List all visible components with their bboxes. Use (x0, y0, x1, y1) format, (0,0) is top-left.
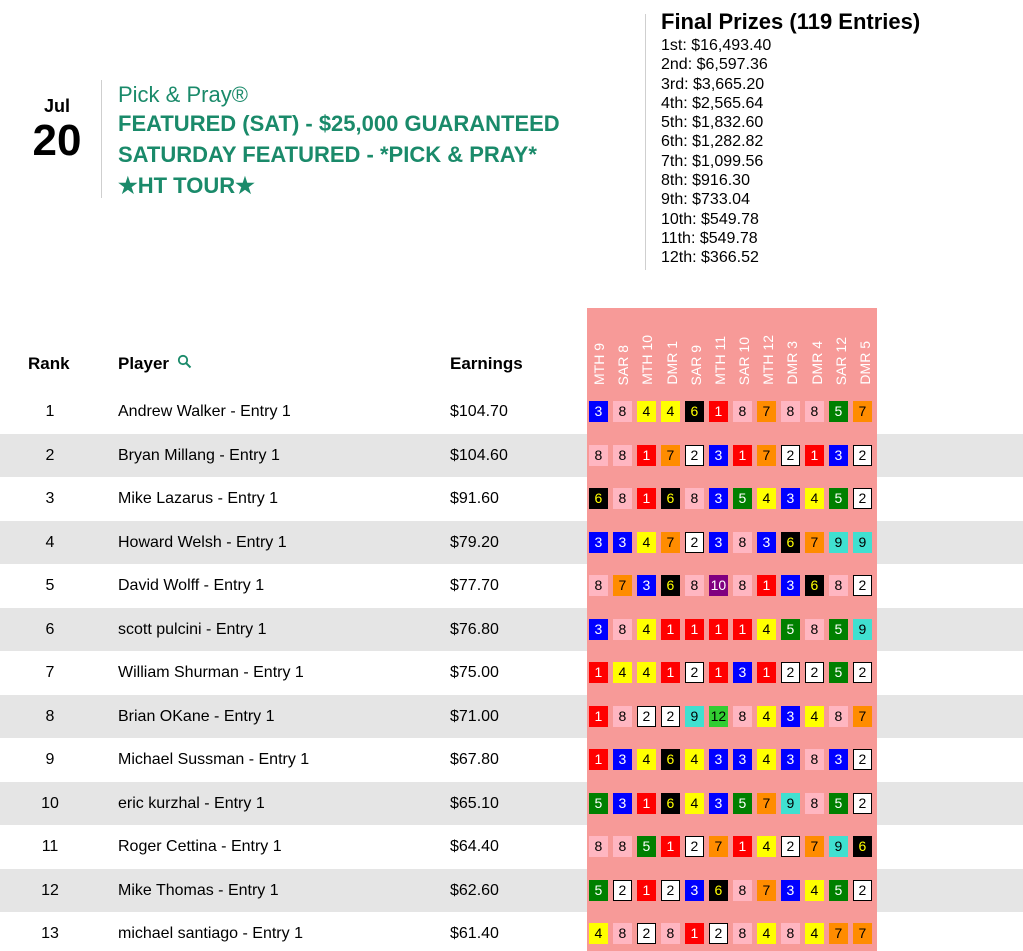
earnings-cell: $64.40 (450, 838, 499, 855)
earnings-cell: $79.20 (450, 533, 499, 551)
pick-badge: 5 (829, 880, 848, 901)
pick-badge: 8 (661, 923, 680, 944)
pick-badge: 3 (757, 532, 776, 553)
table-row[interactable] (0, 390, 1023, 434)
race-header-label: DMR 1 (663, 341, 680, 385)
pick-badge: 3 (733, 662, 752, 683)
pick-badge: 3 (829, 749, 848, 770)
pick-badge: 2 (853, 488, 872, 509)
player-name[interactable]: eric kurzhal - Entry 1 (118, 794, 265, 812)
pick-badge: 5 (829, 488, 848, 509)
pick-badge: 1 (733, 445, 752, 466)
pick-strip (587, 477, 877, 521)
pick-badge: 7 (757, 793, 776, 814)
race-header (780, 308, 804, 390)
pick-badge: 8 (613, 488, 632, 509)
pick-badge: 6 (685, 401, 704, 422)
event-subtitle-line: SATURDAY FEATURED - *PICK & PRAY* (118, 142, 537, 167)
pick-badge: 5 (829, 662, 848, 683)
pick-badge: 6 (661, 488, 680, 509)
pick-badge: 4 (637, 401, 656, 422)
event-date (20, 96, 94, 165)
rank-cell: 8 (45, 707, 55, 725)
pick-badge: 2 (781, 836, 800, 857)
player-name[interactable]: Howard Welsh - Entry 1 (118, 533, 287, 551)
prize-item: 3rd: $3,665.20 (661, 75, 765, 93)
header-divider (101, 80, 102, 198)
pick-badge: 8 (613, 401, 632, 422)
pick-badge: 2 (637, 706, 656, 727)
pick-badge: 4 (757, 706, 776, 727)
earnings-cell: $104.70 (450, 403, 508, 420)
pick-badge: 4 (757, 619, 776, 640)
pick-badge: 8 (613, 706, 632, 727)
pick-badge: 2 (685, 662, 704, 683)
pick-badge: 1 (589, 662, 608, 683)
pick-badge: 3 (781, 488, 800, 509)
pick-badge: 3 (685, 880, 704, 901)
pick-badge: 8 (613, 836, 632, 857)
pick-badge: 5 (733, 793, 752, 814)
pick-badge: 3 (709, 749, 728, 770)
pick-badge: 2 (853, 445, 872, 466)
pick-badge: 2 (853, 880, 872, 901)
race-header-label: DMR 3 (784, 341, 801, 385)
pick-badge: 7 (709, 836, 728, 857)
event-brand: Pick & Pray® (118, 82, 248, 107)
pick-badge: 9 (829, 532, 848, 553)
race-header-label: SAR 8 (615, 344, 632, 385)
race-header (635, 308, 659, 390)
prize-item: 4th: $2,565.64 (661, 94, 764, 112)
prize-item: 1st: $16,493.40 (661, 37, 772, 54)
player-column-header[interactable] (118, 354, 192, 374)
pick-badge: 4 (805, 923, 824, 944)
event-header (0, 0, 1023, 290)
pick-badge: 4 (757, 923, 776, 944)
pick-badge: 8 (685, 575, 704, 596)
earnings-cell: $61.40 (450, 925, 499, 942)
pick-badge: 3 (613, 532, 632, 553)
pick-badge: 9 (781, 793, 800, 814)
pick-badge: 1 (661, 836, 680, 857)
pick-badge: 3 (829, 445, 848, 466)
table-row[interactable] (0, 825, 1023, 869)
pick-badge: 2 (661, 880, 680, 901)
pick-strip (587, 738, 877, 782)
player-header-label: Player (118, 354, 170, 373)
pick-badge: 5 (829, 401, 848, 422)
table-row[interactable] (0, 738, 1023, 782)
pick-badge: 4 (613, 662, 632, 683)
rank-cell: 6 (45, 620, 55, 638)
earnings-cell: $71.00 (450, 707, 499, 725)
final-prizes (661, 8, 920, 268)
pick-badge: 6 (661, 749, 680, 770)
pick-badge: 4 (661, 401, 680, 422)
pick-badge: 8 (733, 880, 752, 901)
pick-badge: 3 (781, 575, 800, 596)
prize-item: 11th: $549.78 (661, 229, 758, 247)
prize-item: 8th: $916.30 (661, 172, 750, 190)
pick-badge: 3 (709, 532, 728, 553)
pick-badge: 1 (733, 619, 752, 640)
race-header-label: DMR 5 (856, 341, 873, 385)
pick-badge: 3 (589, 401, 608, 422)
pick-badge: 6 (661, 793, 680, 814)
table-row[interactable] (0, 434, 1023, 478)
event-title-block (118, 82, 560, 201)
pick-badge: 1 (733, 836, 752, 857)
pick-badge: 8 (805, 793, 824, 814)
pick-badge: 4 (637, 619, 656, 640)
rank-cell: 2 (45, 446, 55, 464)
earnings-cell: $91.60 (450, 490, 499, 507)
event-tour-line: ★HT TOUR★ (118, 173, 255, 198)
pick-strip (587, 564, 877, 608)
pick-badge: 3 (781, 880, 800, 901)
pick-badge: 1 (805, 445, 824, 466)
pick-badge: 7 (757, 401, 776, 422)
pick-badge: 2 (685, 532, 704, 553)
earnings-cell: $76.80 (450, 620, 499, 638)
race-header-label: MTH 10 (639, 335, 656, 385)
pick-badge: 2 (661, 706, 680, 727)
pick-badge: 4 (757, 488, 776, 509)
pick-badge: 7 (853, 401, 872, 422)
earnings-cell: $77.70 (450, 577, 499, 594)
race-header (829, 308, 853, 390)
player-name[interactable]: William Shurman - Entry 1 (118, 664, 304, 681)
pick-badge: 9 (829, 836, 848, 857)
pick-badge: 1 (757, 575, 776, 596)
pick-badge: 7 (805, 836, 824, 857)
pick-strip (587, 651, 877, 695)
race-header-label: MTH 11 (711, 336, 728, 385)
table-row[interactable] (0, 695, 1023, 739)
pick-badge: 7 (853, 706, 872, 727)
pick-badge: 1 (637, 445, 656, 466)
race-header (587, 308, 611, 390)
pick-badge: 3 (709, 488, 728, 509)
pick-badge: 6 (589, 488, 608, 509)
earnings-column-header[interactable]: Earnings (450, 354, 523, 373)
pick-badge: 1 (685, 923, 704, 944)
rank-cell: 7 (45, 664, 55, 681)
pick-badge: 2 (781, 662, 800, 683)
table-row[interactable] (0, 477, 1023, 521)
pick-badge: 3 (589, 619, 608, 640)
pick-badge: 1 (661, 662, 680, 683)
pick-strip (587, 390, 877, 434)
pick-strip (587, 912, 877, 951)
pick-badge: 5 (829, 793, 848, 814)
rank-cell: 9 (45, 751, 55, 768)
race-header (805, 308, 829, 390)
pick-badge: 3 (637, 575, 656, 596)
pick-badge: 6 (853, 836, 872, 857)
prize-item: 6th: $1,282.82 (661, 133, 764, 151)
race-column-headers (587, 308, 877, 390)
table-header (0, 308, 1023, 390)
race-header (708, 308, 732, 390)
race-header (660, 308, 684, 390)
pick-badge: 1 (709, 401, 728, 422)
rank-cell: 3 (45, 490, 55, 507)
race-header (853, 308, 877, 390)
pick-badge: 5 (829, 619, 848, 640)
pick-badge: 8 (613, 445, 632, 466)
rank-cell: 11 (41, 838, 59, 855)
table-row[interactable] (0, 564, 1023, 608)
pick-badge: 4 (805, 880, 824, 901)
pick-badge: 8 (805, 401, 824, 422)
rank-cell: 10 (41, 794, 59, 812)
pick-strip (587, 869, 877, 913)
pick-badge: 5 (781, 619, 800, 640)
pick-badge: 8 (589, 445, 608, 466)
leaderboard-table (0, 308, 1023, 951)
pick-badge: 4 (589, 923, 608, 944)
player-name[interactable]: Mike Lazarus - Entry 1 (118, 490, 279, 507)
table-row[interactable] (0, 608, 1023, 652)
prize-item: 7th: $1,099.56 (661, 152, 764, 170)
table-row[interactable] (0, 912, 1023, 951)
prize-list (661, 36, 920, 268)
pick-badge: 8 (589, 575, 608, 596)
table-row[interactable] (0, 521, 1023, 565)
earnings-cell: $62.60 (450, 881, 499, 899)
race-header-label: SAR 12 (832, 336, 849, 385)
pick-badge: 3 (613, 793, 632, 814)
race-header-label: SAR 10 (736, 336, 753, 385)
pick-badge: 8 (613, 619, 632, 640)
race-header (684, 308, 708, 390)
pick-badge: 5 (733, 488, 752, 509)
rank-cell: 1 (45, 403, 55, 420)
pick-badge: 9 (853, 619, 872, 640)
player-name[interactable]: Mike Thomas - Entry 1 (118, 881, 279, 899)
pick-badge: 6 (781, 532, 800, 553)
pick-badge: 4 (805, 488, 824, 509)
pick-badge: 7 (805, 532, 824, 553)
pick-badge: 2 (853, 793, 872, 814)
pick-badge: 1 (709, 619, 728, 640)
earnings-cell: $67.80 (450, 751, 499, 768)
pick-badge: 8 (805, 619, 824, 640)
pick-badge: 3 (613, 749, 632, 770)
pick-badge: 8 (733, 401, 752, 422)
pick-badge: 2 (613, 880, 632, 901)
pick-badge: 7 (661, 445, 680, 466)
pick-badge: 7 (757, 880, 776, 901)
earnings-cell: $104.60 (450, 446, 508, 464)
pick-badge: 4 (637, 749, 656, 770)
pick-badge: 8 (733, 923, 752, 944)
pick-badge: 2 (853, 749, 872, 770)
pick-badge: 7 (613, 575, 632, 596)
pick-badge: 2 (685, 445, 704, 466)
event-title-line: FEATURED (SAT) - $25,000 GUARANTEED (118, 111, 560, 136)
race-header (611, 308, 635, 390)
prizes-title: Final Prizes (119 Entries) (661, 9, 921, 34)
pick-badge: 12 (709, 706, 728, 727)
pick-badge: 1 (637, 793, 656, 814)
pick-badge: 1 (709, 662, 728, 683)
pick-badge: 2 (853, 575, 872, 596)
rank-cell: 5 (45, 577, 55, 594)
player-name[interactable]: Michael Sussman - Entry 1 (118, 751, 310, 768)
pick-badge: 8 (613, 923, 632, 944)
table-body (0, 390, 1023, 951)
rank-cell: 13 (41, 925, 59, 942)
pick-badge: 8 (781, 923, 800, 944)
race-header-label: SAR 9 (687, 344, 704, 385)
pick-badge: 5 (589, 793, 608, 814)
date-day: 20 (32, 116, 82, 165)
prize-item: 12th: $366.52 (661, 249, 759, 267)
pick-badge: 3 (781, 749, 800, 770)
race-header-label: MTH 12 (760, 335, 777, 385)
pick-badge: 8 (685, 488, 704, 509)
pick-strip (587, 608, 877, 652)
pick-badge: 1 (757, 662, 776, 683)
pick-badge: 5 (589, 880, 608, 901)
pick-strip (587, 825, 877, 869)
pick-badge: 9 (685, 706, 704, 727)
pick-badge: 7 (661, 532, 680, 553)
pick-badge: 1 (637, 488, 656, 509)
earnings-cell: $75.00 (450, 664, 499, 681)
pick-badge: 1 (661, 619, 680, 640)
table-row[interactable] (0, 651, 1023, 695)
pick-badge: 8 (733, 706, 752, 727)
pick-badge: 5 (637, 836, 656, 857)
pick-badge: 6 (661, 575, 680, 596)
pick-badge: 1 (637, 880, 656, 901)
pick-badge: 9 (853, 532, 872, 553)
table-row[interactable] (0, 869, 1023, 913)
race-header (732, 308, 756, 390)
pick-badge: 4 (757, 749, 776, 770)
pick-badge: 8 (781, 401, 800, 422)
pick-badge: 2 (709, 923, 728, 944)
pick-badge: 3 (709, 793, 728, 814)
pick-strip (587, 695, 877, 739)
pick-badge: 4 (637, 662, 656, 683)
pick-badge: 4 (805, 706, 824, 727)
pick-badge: 10 (709, 575, 728, 596)
pick-strip (587, 782, 877, 826)
race-header-label: MTH 9 (591, 343, 607, 385)
table-row[interactable] (0, 782, 1023, 826)
player-name[interactable]: michael santiago - Entry 1 (118, 925, 303, 942)
pick-badge: 8 (829, 575, 848, 596)
pick-badge: 8 (829, 706, 848, 727)
pick-badge: 2 (637, 923, 656, 944)
date-month: Jul (43, 96, 70, 116)
rank-cell: 12 (41, 881, 59, 899)
prize-item: 10th: $549.78 (661, 210, 759, 228)
race-header-label: DMR 4 (808, 341, 825, 385)
player-name[interactable]: David Wolff - Entry 1 (118, 577, 265, 594)
pick-badge: 8 (733, 575, 752, 596)
pick-badge: 1 (685, 619, 704, 640)
pick-badge: 8 (805, 749, 824, 770)
pick-badge: 7 (829, 923, 848, 944)
pick-badge: 6 (709, 880, 728, 901)
pick-badge: 3 (709, 445, 728, 466)
pick-badge: 1 (589, 749, 608, 770)
player-name[interactable]: Andrew Walker - Entry 1 (118, 403, 291, 420)
player-name[interactable]: Brian OKane - Entry 1 (118, 707, 275, 725)
pick-badge: 7 (757, 445, 776, 466)
player-name[interactable]: Roger Cettina - Entry 1 (118, 838, 282, 855)
pick-badge: 8 (733, 532, 752, 553)
pick-badge: 3 (733, 749, 752, 770)
pick-badge: 7 (853, 923, 872, 944)
prize-item: 9th: $733.04 (661, 191, 750, 209)
player-name[interactable]: scott pulcini - Entry 1 (118, 620, 267, 638)
pick-badge: 4 (757, 836, 776, 857)
player-name[interactable]: Bryan Millang - Entry 1 (118, 446, 280, 464)
pick-badge: 1 (589, 706, 608, 727)
race-header (756, 308, 780, 390)
pick-badge: 2 (853, 662, 872, 683)
pick-badge: 3 (589, 532, 608, 553)
prize-divider (645, 14, 646, 270)
pick-badge: 2 (685, 836, 704, 857)
rank-cell: 4 (45, 533, 55, 551)
pick-badge: 4 (637, 532, 656, 553)
pick-badge: 3 (781, 706, 800, 727)
pick-badge: 4 (685, 749, 704, 770)
rank-column-header[interactable]: Rank (28, 354, 70, 373)
prize-item: 5th: $1,832.60 (661, 114, 764, 132)
prize-item: 2nd: $6,597.36 (661, 56, 768, 74)
pick-strip (587, 521, 877, 565)
pick-badge: 8 (589, 836, 608, 857)
pick-strip (587, 434, 877, 478)
pick-badge: 4 (685, 793, 704, 814)
earnings-cell: $65.10 (450, 794, 499, 812)
pick-badge: 2 (781, 445, 800, 466)
pick-badge: 2 (805, 662, 824, 683)
pick-badge: 6 (805, 575, 824, 596)
search-icon[interactable] (177, 354, 192, 369)
